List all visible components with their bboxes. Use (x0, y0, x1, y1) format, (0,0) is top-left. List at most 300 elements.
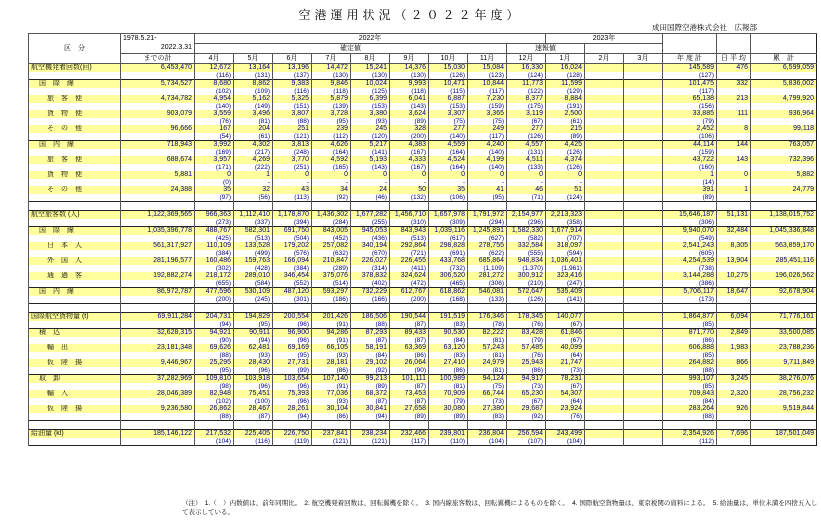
cell-month-yoy: (83) (429, 352, 468, 359)
cell-month-value: 346,454 (273, 272, 312, 280)
cell-month-yoy: (296) (507, 219, 546, 227)
cell-month-value: 65,230 (507, 390, 546, 398)
table-row-yoy (29, 296, 817, 304)
cell-month-value: 3,957 (195, 156, 234, 164)
cell-daily-average: 32,484 (717, 227, 751, 236)
cell-month-yoy: (86) (390, 352, 429, 359)
cell-month-yoy: (167) (390, 149, 429, 156)
cell-month-value: 27,731 (273, 359, 312, 367)
cell-month-value: 281,272 (468, 272, 507, 280)
cell-month-value: 5,879 (312, 95, 351, 103)
row-label: 貨 物 便 (29, 171, 121, 179)
cell-month-yoy: (91) (312, 321, 351, 329)
cell-daily-average: 8 (717, 125, 751, 133)
cell-month-yoy (585, 383, 624, 390)
spacer-cell (195, 421, 234, 430)
cell-yearly-total: 871,770 (663, 329, 717, 338)
cell-month-yoy: (93) (312, 352, 351, 359)
col-header-month: 4月 (195, 54, 234, 64)
cell-empty (751, 235, 817, 242)
cell-month-value: 50 (390, 186, 429, 194)
cell-month-value: 40,099 (546, 344, 585, 352)
cell-month-yoy: (594) (546, 250, 585, 257)
cell-month-value: 100,989 (429, 375, 468, 384)
cell-empty (717, 383, 751, 390)
cell-month-yoy: (306) (468, 280, 507, 288)
cell-month-yoy: (115) (429, 88, 468, 95)
col-header-daily-average: 日 平 均 (717, 54, 751, 64)
cell-month-value: 4,302 (234, 141, 273, 150)
cell-month-value: 0 (351, 171, 390, 179)
cell-month-yoy: (95) (273, 352, 312, 359)
col-header-yearly-spacer (663, 34, 717, 54)
cell-month-yoy: (104) (468, 438, 507, 446)
cell-month-value: 4,557 (507, 141, 546, 150)
cell-empty (751, 352, 817, 359)
cell-month-yoy: (88) (195, 352, 234, 359)
cell-month-value: 340,194 (351, 242, 390, 250)
cell-month-yoy: (200) (390, 133, 429, 141)
cell-month-value: 4,524 (429, 156, 468, 164)
cell-yearly-total: 709,843 (663, 390, 717, 398)
cell-yearly-yoy: (306) (663, 219, 717, 227)
row-label-empty (29, 352, 121, 359)
cell-month-value: 232,466 (390, 430, 429, 439)
cell-month-yoy: (124) (507, 72, 546, 80)
cell-month-yoy: (126) (546, 149, 585, 156)
cell-empty (121, 438, 195, 446)
cell-month-value: 218,172 (195, 272, 234, 280)
cell-month-yoy: (222) (234, 164, 273, 171)
cell-month-value: 8,680 (195, 80, 234, 89)
cell-month-value: 245 (351, 125, 390, 133)
cell-month-yoy: (210) (507, 280, 546, 288)
table-row (29, 390, 817, 398)
cell-month-yoy: (126) (546, 164, 585, 171)
spacer-cell (121, 304, 195, 313)
spacer-cell (546, 202, 585, 211)
cell-month-yoy: (129) (546, 88, 585, 95)
cell-month-value: 75,451 (234, 390, 273, 398)
cell-month-yoy: (124) (546, 194, 585, 202)
cell-month-value: 6,887 (429, 95, 468, 103)
cell-empty (717, 164, 751, 171)
cell-month-value: 323,416 (546, 272, 585, 280)
cell-empty (751, 103, 817, 110)
cell-month-value: 24,979 (468, 359, 507, 367)
cell-month-value: 1,657,978 (429, 211, 468, 220)
cell-month-yoy: (76) (507, 352, 546, 359)
table-row-yoy (29, 438, 817, 446)
cell-month-value: 3,992 (195, 141, 234, 150)
cell-month-value: 54,307 (546, 390, 585, 398)
spacer-cell (717, 202, 751, 211)
cell-empty (751, 367, 817, 375)
row-label: 旅 客 便 (29, 95, 121, 103)
spacer-cell (507, 304, 546, 313)
cell-month-value: 324,624 (390, 272, 429, 280)
cell-month-yoy: (95) (312, 118, 351, 125)
table-header (29, 34, 817, 64)
cell-month-value: 239,801 (429, 430, 468, 439)
cell-month-yoy: (95) (234, 321, 273, 329)
cell-empty (121, 296, 195, 304)
cell-month-value: 843,943 (390, 227, 429, 236)
cell-month-value (624, 80, 663, 89)
spacer-cell (624, 421, 663, 430)
table-row (29, 141, 817, 150)
cell-month-yoy: (109) (234, 88, 273, 95)
cell-month-yoy: (273) (195, 219, 234, 227)
table-row (29, 405, 817, 413)
cell-month-value: 90,530 (429, 329, 468, 338)
cell-month-value: 5,193 (351, 156, 390, 164)
cell-month-yoy: (394) (273, 219, 312, 227)
cell-month-value: 4,425 (546, 141, 585, 150)
section-spacer-row (29, 202, 817, 211)
cell-month-value (624, 110, 663, 118)
cell-month-value: 11,773 (507, 80, 546, 89)
cell-month-yoy (624, 235, 663, 242)
table-row (29, 125, 817, 133)
cell-grand-total: 187,501,049 (751, 430, 817, 439)
cell-month-value (624, 344, 663, 352)
table-row-yoy (29, 164, 817, 171)
cell-month-value: 3,728 (312, 110, 351, 118)
cell-month-value: 107,140 (312, 375, 351, 384)
cell-empty (121, 72, 195, 80)
cell-empty (717, 72, 751, 80)
cell-grand-total: 92,678,904 (751, 288, 817, 297)
cell-month-yoy (624, 103, 663, 110)
cell-cumulative: 281,196,577 (121, 257, 195, 265)
cell-month-yoy: (159) (468, 103, 507, 110)
cell-month-value: 612,767 (390, 288, 429, 297)
spacer-cell (663, 421, 717, 430)
cell-month-yoy: (302) (195, 265, 234, 272)
cell-cumulative: 4,734,782 (121, 95, 195, 103)
cell-month-yoy: (87) (234, 413, 273, 421)
cell-month-value (624, 288, 663, 297)
cell-yearly-yoy: (85) (663, 383, 717, 390)
cell-month-yoy: (87) (390, 383, 429, 390)
cell-month-yoy: (125) (351, 88, 390, 95)
col-header-grand-total: 累 計 (751, 54, 817, 64)
cell-month-yoy (585, 235, 624, 242)
cell-month-yoy: (153) (351, 103, 390, 110)
cell-month-yoy: (96) (234, 367, 273, 375)
cell-month-yoy: (514) (312, 280, 351, 288)
cell-month-yoy: (164) (312, 149, 351, 156)
cell-month-value: 226,027 (351, 257, 390, 265)
cell-month-yoy: (425) (195, 235, 234, 242)
cell-daily-average: 332 (717, 80, 751, 89)
table-row (29, 211, 817, 220)
cell-month-yoy: (167) (390, 164, 429, 171)
cell-month-yoy: (133) (507, 164, 546, 171)
cell-month-yoy: (245) (234, 296, 273, 304)
cell-grand-total: 71,776,161 (751, 313, 817, 322)
cell-empty (121, 367, 195, 375)
cell-month-value: 14,376 (390, 64, 429, 73)
cell-month-value: 378,832 (351, 272, 390, 280)
cell-month-yoy: (310) (390, 219, 429, 227)
spacer-cell (273, 421, 312, 430)
row-label-empty (29, 88, 121, 95)
cell-month-yoy: (140) (468, 149, 507, 156)
cell-month-yoy: (186) (312, 296, 351, 304)
table-row-yoy (29, 194, 817, 202)
spacer-cell (121, 202, 195, 211)
row-label: 日 本 人 (29, 242, 121, 250)
cell-daily-average: 10,275 (717, 272, 751, 280)
cell-grand-total: 9,519,844 (751, 405, 817, 413)
cell-empty (121, 398, 195, 405)
row-label-empty (29, 149, 121, 156)
cell-month-value: 82,222 (468, 329, 507, 338)
cell-yearly-total: 391 (663, 186, 717, 194)
cell-month-yoy: (93) (312, 398, 351, 405)
cell-yearly-total: 4,254,539 (663, 257, 717, 265)
cell-cumulative: 96,666 (121, 125, 195, 133)
cell-month-value: 535,409 (546, 288, 585, 297)
table-row-yoy (29, 219, 817, 227)
cell-month-yoy: (86) (429, 367, 468, 375)
cell-month-yoy: (89) (351, 383, 390, 390)
cell-empty (121, 118, 195, 125)
cell-month-value: 166,094 (273, 257, 312, 265)
cell-month-value: 4,626 (312, 141, 351, 150)
cell-month-value: 582,301 (234, 227, 273, 236)
spacer-cell (273, 202, 312, 211)
cell-yearly-yoy: (156) (663, 103, 717, 110)
col-header-month: 3月 (624, 54, 663, 64)
col-header-year-2022: 2022年 (195, 34, 546, 44)
cell-grand-total: 1,045,336,848 (751, 227, 817, 236)
cell-month-yoy: (76) (195, 118, 234, 125)
cell-yearly-total: 2,452 (663, 125, 717, 133)
cell-month-value: 35 (195, 186, 234, 194)
cell-daily-average: 51,131 (717, 211, 751, 220)
cell-month-value: 75,393 (273, 390, 312, 398)
cell-yearly-yoy: (386) (663, 280, 717, 288)
col-header-month: 7月 (312, 54, 351, 64)
cell-month-value: 43 (273, 186, 312, 194)
row-label: 輸 出 (29, 344, 121, 352)
cell-month-value: 1,677,914 (546, 227, 585, 236)
cell-month-value: 10,471 (429, 80, 468, 89)
cell-yearly-yoy: (88) (663, 367, 717, 375)
table-row-yoy (29, 383, 817, 390)
cell-month-yoy: (436) (351, 235, 390, 242)
cell-month-value (585, 95, 624, 103)
cell-month-value: 14,472 (312, 64, 351, 73)
table-row (29, 227, 817, 236)
cell-month-yoy: - (312, 179, 351, 186)
cell-empty (717, 179, 751, 186)
cell-month-yoy: (165) (312, 164, 351, 171)
row-label-empty (29, 367, 121, 375)
cell-month-value: 201,426 (312, 313, 351, 322)
spacer-cell (751, 304, 817, 313)
spacer-cell (663, 304, 717, 313)
cell-month-value (624, 211, 663, 220)
spacer-cell (507, 202, 546, 211)
cell-month-yoy: (132) (390, 194, 429, 202)
cell-month-yoy: (87) (390, 398, 429, 405)
cell-empty (717, 103, 751, 110)
cell-month-yoy (585, 398, 624, 405)
cell-yearly-total: 606,888 (663, 344, 717, 352)
cell-empty (751, 250, 817, 257)
cell-month-value: 109,810 (195, 375, 234, 384)
cell-month-yoy: (655) (195, 280, 234, 288)
cell-yearly-yoy: (605) (663, 250, 717, 257)
cell-month-yoy: (95) (468, 194, 507, 202)
cell-month-yoy: (126) (507, 133, 546, 141)
cell-month-yoy: (128) (546, 72, 585, 80)
cell-month-yoy (624, 250, 663, 257)
cell-month-value: 191,519 (429, 313, 468, 322)
cell-daily-average: 2,849 (717, 329, 751, 338)
cell-month-value (585, 344, 624, 352)
cell-yearly-total: 264,882 (663, 359, 717, 367)
cell-month-yoy (624, 118, 663, 125)
cell-month-value: 0 (507, 171, 546, 179)
cell-month-yoy: - (351, 179, 390, 186)
cell-month-yoy: (73) (468, 398, 507, 405)
table-row (29, 313, 817, 322)
cell-month-value (624, 375, 663, 384)
cell-month-value: 251 (273, 125, 312, 133)
col-header-year-2023: 2023年 (546, 34, 663, 44)
row-label: 貨 物 便 (29, 110, 121, 118)
cell-month-value (624, 359, 663, 367)
cell-month-yoy: (191) (546, 103, 585, 110)
cell-yearly-yoy: (85) (663, 321, 717, 329)
cell-month-value: 306,520 (429, 272, 468, 280)
cell-month-yoy: (119) (273, 438, 312, 446)
cell-month-value: 28,467 (234, 405, 273, 413)
cell-yearly-total: 2,541,243 (663, 242, 717, 250)
cell-month-yoy: (707) (546, 235, 585, 242)
table-row-yoy (29, 179, 817, 186)
spacer-cell (717, 304, 751, 313)
cell-empty (751, 219, 817, 227)
cell-month-yoy: (99) (273, 367, 312, 375)
col-header-month: 5月 (234, 54, 273, 64)
cell-empty (751, 133, 817, 141)
cell-empty (717, 88, 751, 95)
cell-month-yoy: (106) (429, 194, 468, 202)
cell-month-yoy: (89) (546, 133, 585, 141)
cell-cumulative: 192,882,274 (121, 272, 195, 280)
cell-month-value (585, 110, 624, 118)
cell-empty (717, 367, 751, 375)
cell-month-yoy (624, 72, 663, 80)
cell-month-value: 204 (234, 125, 273, 133)
cell-empty (717, 398, 751, 405)
cell-month-value: 41 (468, 186, 507, 194)
cell-daily-average: 8,305 (717, 242, 751, 250)
row-label: 取 卸 (29, 375, 121, 384)
cell-grand-total: 28,756,232 (751, 390, 817, 398)
cell-grand-total: 196,026,562 (751, 272, 817, 280)
cell-month-value: 16,024 (546, 64, 585, 73)
cell-month-yoy: (411) (390, 265, 429, 272)
cell-month-yoy: (1,370) (507, 265, 546, 272)
cell-month-value: 1,178,870 (273, 211, 312, 220)
cell-month-value: 0 (195, 171, 234, 179)
table-row-yoy (29, 413, 817, 421)
row-label-empty (29, 194, 121, 202)
cell-month-value (585, 375, 624, 384)
row-label-empty (29, 235, 121, 242)
cell-yearly-total: 1,864,877 (663, 313, 717, 322)
cell-empty (121, 149, 195, 156)
cell-grand-total: 1,138,015,752 (751, 211, 817, 220)
row-label: 仮 陸 揚 (29, 359, 121, 367)
cell-month-yoy: (94) (273, 413, 312, 421)
cell-grand-total: 732,396 (751, 156, 817, 164)
cell-empty (121, 235, 195, 242)
cell-month-value: 3,770 (273, 156, 312, 164)
cell-month-value: 3,307 (429, 110, 468, 118)
cell-month-yoy: (121) (351, 438, 390, 446)
cell-month-yoy: (137) (273, 72, 312, 80)
cell-month-value: 23,924 (546, 405, 585, 413)
cell-month-value: 101,111 (390, 375, 429, 384)
cell-month-value: 9,846 (312, 80, 351, 89)
cell-daily-average: 111 (717, 110, 751, 118)
cell-yearly-yoy: (85) (663, 352, 717, 359)
cell-empty (751, 413, 817, 421)
table-row (29, 288, 817, 297)
cell-month-yoy: (84) (351, 352, 390, 359)
cell-month-value: 29,687 (507, 405, 546, 413)
cell-month-yoy: (81) (429, 383, 468, 390)
cell-month-value: 4,269 (234, 156, 273, 164)
cell-month-yoy (585, 164, 624, 171)
spacer-cell (312, 421, 351, 430)
cell-month-value: 3,813 (273, 141, 312, 150)
cell-month-value: 110,109 (195, 242, 234, 250)
cell-month-value: 4,383 (390, 141, 429, 150)
cell-yearly-yoy: (160) (663, 164, 717, 171)
cell-empty (717, 194, 751, 202)
cell-month-yoy (624, 438, 663, 446)
cell-month-value: 8,862 (234, 80, 273, 89)
cell-month-yoy: (130) (390, 72, 429, 80)
cell-month-value: 10,024 (351, 80, 390, 89)
cell-empty (121, 88, 195, 95)
cell-yearly-yoy: (88) (663, 413, 717, 421)
cell-month-yoy: (627) (468, 235, 507, 242)
row-label-empty (29, 72, 121, 80)
cell-month-yoy: (248) (273, 149, 312, 156)
cell-cumulative: 185,146,122 (121, 430, 195, 439)
cell-month-value: 30,080 (429, 405, 468, 413)
cell-yearly-yoy: (117) (663, 88, 717, 95)
col-header-preliminary: 速報値 (507, 44, 585, 54)
cell-empty (717, 413, 751, 421)
cell-month-yoy: (143) (351, 164, 390, 171)
cell-month-value (624, 125, 663, 133)
cell-month-value: 58,191 (351, 344, 390, 352)
cell-month-value: 29,102 (351, 359, 390, 367)
cell-month-value: 487,120 (273, 288, 312, 297)
cell-month-yoy (624, 133, 663, 141)
